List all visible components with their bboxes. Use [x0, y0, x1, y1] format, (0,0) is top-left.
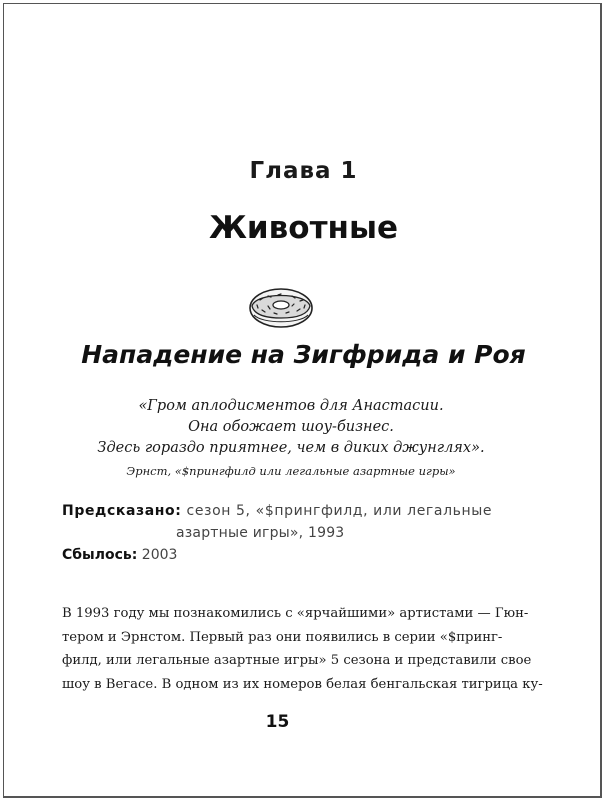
- donut-icon: [248, 282, 314, 330]
- came-true-value: 2003: [141, 547, 178, 563]
- predicted-value-cont: азартные игры», 1993: [176, 525, 345, 541]
- quote-line: «Гром аплодисментов для Анастасии.: [138, 398, 444, 414]
- body-line: В 1993 году мы познакомились с «ярчайшими» артистами — Гюн-: [62, 606, 529, 621]
- section-title: Нападение на Зигфрида и Роя: [81, 340, 526, 369]
- episode-meta: [62, 500, 502, 566]
- epigraph-quote: [0, 396, 582, 482]
- quote-line: Она обожает шоу-бизнес.: [188, 419, 394, 435]
- came-true-row: [62, 544, 502, 566]
- chapter-label: Глава 1: [249, 158, 358, 184]
- predicted-row: [62, 500, 502, 522]
- quote-attribution: Эрнст, «$прингфилд или легальные азартные игры»: [126, 464, 456, 478]
- body-line: тером и Эрнстом. Первый раз они появились в серии «$принг-: [62, 629, 503, 645]
- predicted-label: Предсказано:: [62, 503, 182, 519]
- body-paragraph: [62, 602, 543, 696]
- page-number: 15: [265, 712, 290, 732]
- came-true-label: Сбылось:: [62, 547, 138, 563]
- body-line: филд, или легальные азартные игры» 5 сезона и представили свое: [62, 653, 532, 668]
- predicted-value: сезон 5, «$прингфилд, или легальные: [186, 503, 493, 519]
- chapter-title: Животные: [208, 210, 399, 246]
- body-line: шоу в Вегасе. В одном из их номеров белая бенгальская тигрица ку-: [62, 676, 543, 692]
- quote-line: Здесь гораздо приятнее, чем в диких джунглях».: [97, 440, 485, 456]
